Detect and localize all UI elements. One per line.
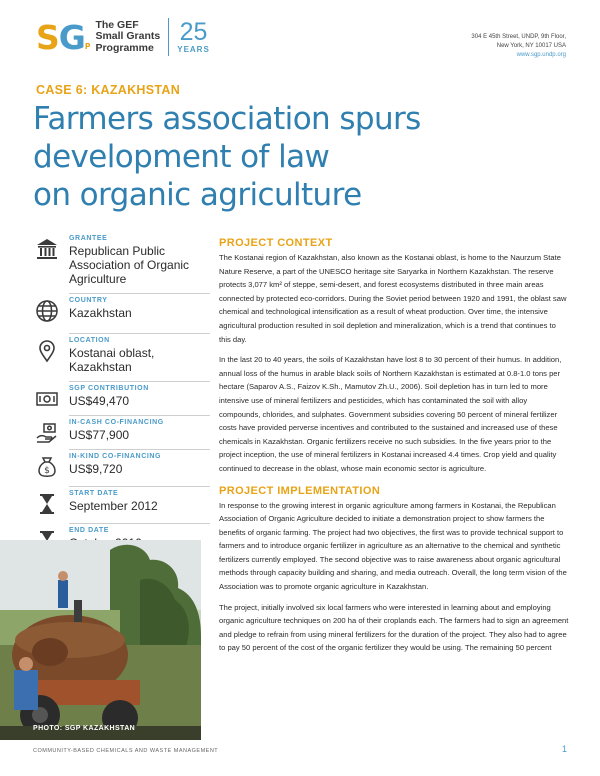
location-value: Kostanai oblast, Kazakhstan [69, 346, 155, 374]
start-date-label: START DATE [69, 490, 119, 497]
fact-grantee [35, 235, 210, 293]
fact-country [35, 297, 210, 333]
sidebar-divider [69, 333, 210, 334]
context-paragraph-1: The Kostanai region of Kazakhstan, also known as the Kostanai oblast, is home to the Naurzum State Nature Reserve, a part of the UNESCO heritage site Saryarka in Northern Kazakhstan. The reserve protects 3,077 km² of steppe, semi-desert, and forest ecosystems distributed in three main areas connected by protected eco-corridors. During the Soviet period between 1920 and 1991, the oblast saw chemical and technological intensification as a result of wheat production. Over time, the intensive agricultural production resulted in soil depletion and mineralization, which is a trend that continues to this day. [219, 253, 567, 344]
address-line-1: 304 E 45th Street, UNDP, 9th Floor, [471, 34, 566, 40]
location-label: LOCATION [69, 337, 110, 344]
page-title [33, 100, 421, 214]
footer-text: COMMUNITY-BASED CHEMICALS AND WASTE MANAGEMENT [33, 748, 219, 754]
fact-in-kind [35, 453, 210, 486]
project-facts-sidebar [35, 235, 210, 557]
country-label: COUNTRY [69, 297, 108, 304]
sidebar-divider [69, 449, 210, 450]
sidebar-divider [69, 381, 210, 382]
sgp-logo [36, 18, 210, 56]
grantee-value: Republican Public Association of Organic Agriculture [69, 244, 190, 286]
title-line-3: on organic agriculture [33, 177, 362, 213]
in-kind-value: US$9,720 [69, 462, 123, 476]
cash-icon [35, 387, 59, 411]
address-block [471, 33, 566, 60]
hourglass-icon [35, 492, 59, 516]
in-cash-value: US$77,900 [69, 428, 130, 442]
gef-programme-name [95, 20, 160, 55]
sgp-contribution-value: US$49,470 [69, 394, 130, 408]
implementation-paragraph-1: In response to the growing interest in organic agriculture among farmers in Kostanai, the Republican Association of Organic Agriculture decided to initiate a demonstration project to show farmers the benefits of organic farming. The project had two objectives, the first was to provide technical support to farmers and to introduce organic fertilizer in agriculture as an alternative to the chemical and synthetic fertilizers currently employed. The second objective was to raise awareness about organic agricultural methods through capacity building and sharing, and media outreach. Overall, the long term vision of the Association was to promote organic agriculture in Kazakhstan. [219, 500, 567, 592]
anniversary-number: 25 [179, 18, 208, 46]
anniversary-label: YEARS [177, 45, 210, 54]
title-line-2: development of law [33, 139, 330, 175]
website-link[interactable]: www.sgp.undp.org [516, 52, 566, 58]
page-number: 1 [562, 744, 568, 754]
sidebar-divider [69, 486, 210, 487]
gef-line-2: Small Grants [95, 30, 161, 43]
location-pin-icon [35, 339, 59, 363]
fact-location [35, 337, 210, 381]
main-content [219, 237, 569, 662]
implementation-paragraph-2: The project, initially involved six local farmers who were interested in learning about and employing organic agriculture techniques on 200 ha of their croplands each. The farmers had to sign an agreement and pledge to refrain from using mineral fertilizers for the duration of the project. They also had to agree to pay 50 percent of the cost of the organic fertilizer they would be using. The remaining 50 percent [219, 602, 569, 653]
fact-in-cash [35, 419, 210, 449]
context-paragraph-2: In the last 20 to 40 years, the soils of Kazakhstan have lost 8 to 30 percent of their humus. In addition, annual loss of the humus in arable black soils of Northern Kazakhstan is estimated at 0.8-1.0 tons per hectare (Saparov A.S., Faizov K.Sh., Mamutov Zh.U., 2006). Soil depletion has in turn led to more intensive use of mineral fertilizers and pesticides, which has contaminated the soil with alloy compounds, chlorides, and sulphates. Government subsidies covering 50 percent of mineral fertilizer costs have provided perverse incentives and contributed to the sustained and increased use of these chemicals in Kazakhstan. Organic fertilizers receive no such subsidies. In the five years prior to the project inception, the use of mineral fertilizers in Kostanai increased 4.4 times. Crop yield and quality continued to decrease in the oblast, whose main economic sector is agriculture. [219, 355, 562, 473]
logo-divider [168, 18, 169, 56]
context-heading: PROJECT CONTEXT [219, 237, 333, 249]
anniversary-badge [177, 20, 210, 54]
title-line-1: Farmers association spurs [33, 101, 421, 137]
project-photo [0, 540, 201, 740]
gef-line-3: Programme [95, 41, 154, 54]
building-icon [35, 237, 59, 261]
svg-text:$: $ [44, 466, 50, 476]
end-date-label: END DATE [69, 527, 110, 534]
fact-start-date [35, 490, 210, 523]
sidebar-divider [69, 293, 210, 294]
country-value: Kazakhstan [69, 306, 132, 320]
in-cash-label: IN-CASH CO-FINANCING [69, 419, 164, 426]
logo-letter-p: P [84, 41, 90, 51]
sidebar-divider [69, 415, 210, 416]
logo-letter-s: S [36, 17, 59, 57]
hand-money-icon [35, 421, 59, 445]
fact-sgp-contribution [35, 385, 210, 415]
start-date-value: September 2012 [69, 499, 158, 513]
sgp-wordmark [36, 17, 90, 57]
implementation-heading: PROJECT IMPLEMENTATION [219, 484, 381, 497]
photo-caption: PHOTO: SGP KAZAKHSTAN [33, 725, 136, 732]
sidebar-divider [69, 523, 210, 524]
gef-line-1: The GEF [95, 18, 139, 31]
in-kind-label: IN-KIND CO-FINANCING [69, 453, 162, 460]
logo-letter-g: G [58, 17, 85, 57]
grantee-label: GRANTEE [69, 235, 108, 242]
globe-icon [35, 299, 59, 323]
money-bag-icon [35, 455, 59, 479]
sgp-contribution-label: SGP CONTRIBUTION [69, 385, 149, 392]
address-line-2: New York, NY 10017 USA [496, 43, 566, 49]
case-label: CASE 6: KAZAKHSTAN [36, 83, 181, 97]
